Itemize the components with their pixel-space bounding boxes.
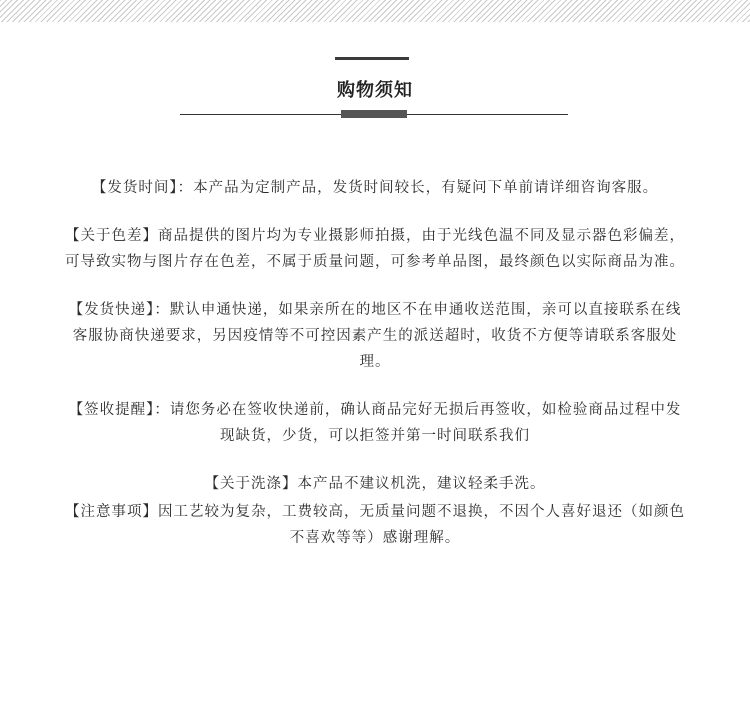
- notice-precautions: [65, 499, 685, 551]
- notice-receipt-reminder: [65, 397, 685, 449]
- notice-label: 【发货时间】: [91, 180, 178, 196]
- notice-text: ：本产品为定制产品，发货时间较长，有疑问下单前请详细咨询客服。: [177, 180, 659, 196]
- notice-text: ：请您务必在签收快递前，确认商品完好无损后再签收，如检验商品过程中发现缺货，少货，可以拒签并第一时间联系我们: [154, 402, 682, 444]
- notice-content: [0, 175, 750, 551]
- notice-text: 本产品不建议机洗，建议轻柔手洗。: [297, 476, 546, 492]
- title-divider-accent: [341, 110, 407, 118]
- notice-label: 【关于色差】: [65, 228, 158, 244]
- title-top-bar: [335, 57, 409, 60]
- notice-courier: [65, 297, 685, 375]
- notice-color-difference: [65, 223, 685, 275]
- page-title: 购物须知: [337, 80, 413, 101]
- notice-label: 【注意事项】: [65, 504, 158, 520]
- notice-text: 商品提供的图片均为专业摄影师拍摄，由于光线色温不同及显示器色彩偏差，可导致实物与图片存在色差，不属于质量问题，可参考单品图，最终颜色以实际商品为准。: [65, 228, 685, 270]
- notice-text: ：默认申通快递，如果亲所在的地区不在申通收送范围，亲可以直接联系在线客服协商快递要求，另因疫情等不可控因素产生的派送超时，收货不方便等请联系客服处理。: [72, 302, 682, 370]
- notice-washing: [65, 471, 685, 497]
- decorative-stripe-banner: [0, 0, 750, 22]
- notice-label: 【签收提醒】: [68, 402, 155, 418]
- notice-text: 因工艺较为复杂，工费较高，无质量问题不退换，不因个人喜好退还（如颜色不喜欢等等）感谢理解。: [158, 504, 685, 546]
- notice-label: 【发货快递】: [68, 302, 155, 318]
- notice-shipping-time: [65, 175, 685, 201]
- notice-label: 【关于洗涤】: [204, 476, 298, 492]
